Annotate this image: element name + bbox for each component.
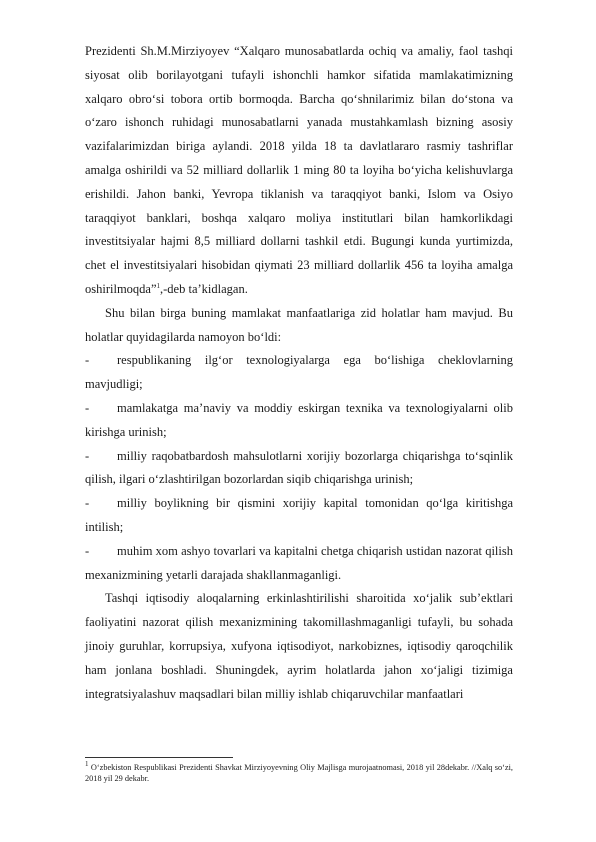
document-body xyxy=(85,40,513,706)
list-item-text: mamlakatga ma’naviy va moddiy eskirgan texnika va texnologiyalarni olib kirishga urinish; xyxy=(85,400,513,439)
footnote-text: O‘zbekiston Respublikasi Prezidenti Shavkat Mirziyoyevning Oliy Majlisga murojaatnomasi, 2018 yil 28dekabr. //Xalq so‘zi, 2018 yil 29 dekabr. xyxy=(85,763,513,783)
list-item-text: milliy boylikning bir qismini xorijiy kapital tomonidan qo‘lga kiritishga intilish; xyxy=(85,496,513,534)
paragraph-1-tail: ,-deb ta’kidlagan. xyxy=(160,281,248,296)
paragraph-2: Shu bilan birga buning mamlakat manfaatlariga zid holatlar ham mavjud. Bu holatlar quyidagilarda namoyon bo‘ldi: xyxy=(85,305,513,344)
paragraph-1 xyxy=(85,40,513,302)
bullet-dash: - xyxy=(85,448,90,463)
bullet-dash: - xyxy=(85,543,90,558)
bullet-dash: - xyxy=(85,353,90,368)
list-item xyxy=(85,445,513,493)
paragraph-1-text: Prezidenti Sh.M.Mirziyoyev “Xalqaro munosabatlarda ochiq va amaliy, faol tashqi siyosat olib borilayotgani tufayli ishonchli hamkor sifatida mamlakatimizning xalqaro obro‘si tobora ortib bormoqda. Barcha qo‘shnilarimiz bilan do‘stona va o‘zaro ishonch ruhidagi munosabatlarni yanada mustahkamlash bizning asosiy vazifalarimizdan biriga aylandi. 2018 yilda 18 ta davlatlararo rasmiy tashriflar amalga oshirildi va 52 milliard dollarlik 1 ming 80 ta loyiha bo‘yicha kelishuvlarga erishildi. Jahon banki, Yevropa tiklanish va taraqqiyot banki, Islom va Osiyo taraqqiyot banklari, boshqa xalqaro moliya institutlari bilan hamkorlikdagi investitsiyalar hajmi 8,5 milliard dollarni tashkil etdi. Bugungi kunda yurtimizda, chet el investitsiyalari hisobidan qiymati 23 milliard dollarlik 456 ta loyiha amalga oshirilmoqda” xyxy=(85,44,513,296)
list-item-text: muhim xom ashyo tovarlari va kapitalni chetga chiqarish ustidan nazorat qilish mexanizmining yetarli darajada shakllanmaganligi. xyxy=(85,543,513,582)
list-item-text: respublikaning ilg‘or texnologiyalarga ega bo‘lishiga cheklovlarning mavjudligi; xyxy=(85,353,513,392)
footnote-number: 1 xyxy=(85,760,89,769)
footnote xyxy=(85,762,513,784)
bullet-dash: - xyxy=(85,496,90,511)
footnote-ref[interactable]: 1 xyxy=(156,281,161,290)
list-item xyxy=(85,492,513,540)
bullet-dash: - xyxy=(85,400,90,415)
paragraph-3: Tashqi iqtisodiy aloqalarning erkinlashtirilishi sharoitida xo‘jalik sub’ektlari faoliyatini nazorat qilish mexanizmining takomillashmaganligi tufayli, bu sohada jinoiy guruhlar, korrupsiya, xufyona iqtisodiyot, narkobiznes, iqtisodiy qaroqchilik ham jonlana boshladi. Shuningdek, ayrim holatlarda jahon xo‘jaligi tizimiga integratsiyalashuv maqsadlari bilan milliy ishlab chiqaruvchilar manfaatlari xyxy=(85,591,513,701)
list-item-text: milliy raqobatbardosh mahsulotlarni xorijiy bozorlarga chiqarishga to‘sqinlik qilish, ilgari o‘zlashtirilgan bozorlardan siqib chiqarishga urinish; xyxy=(85,448,513,487)
list-item xyxy=(85,349,513,397)
list-item xyxy=(85,397,513,445)
footnote-divider xyxy=(85,757,233,758)
list-item xyxy=(85,540,513,588)
